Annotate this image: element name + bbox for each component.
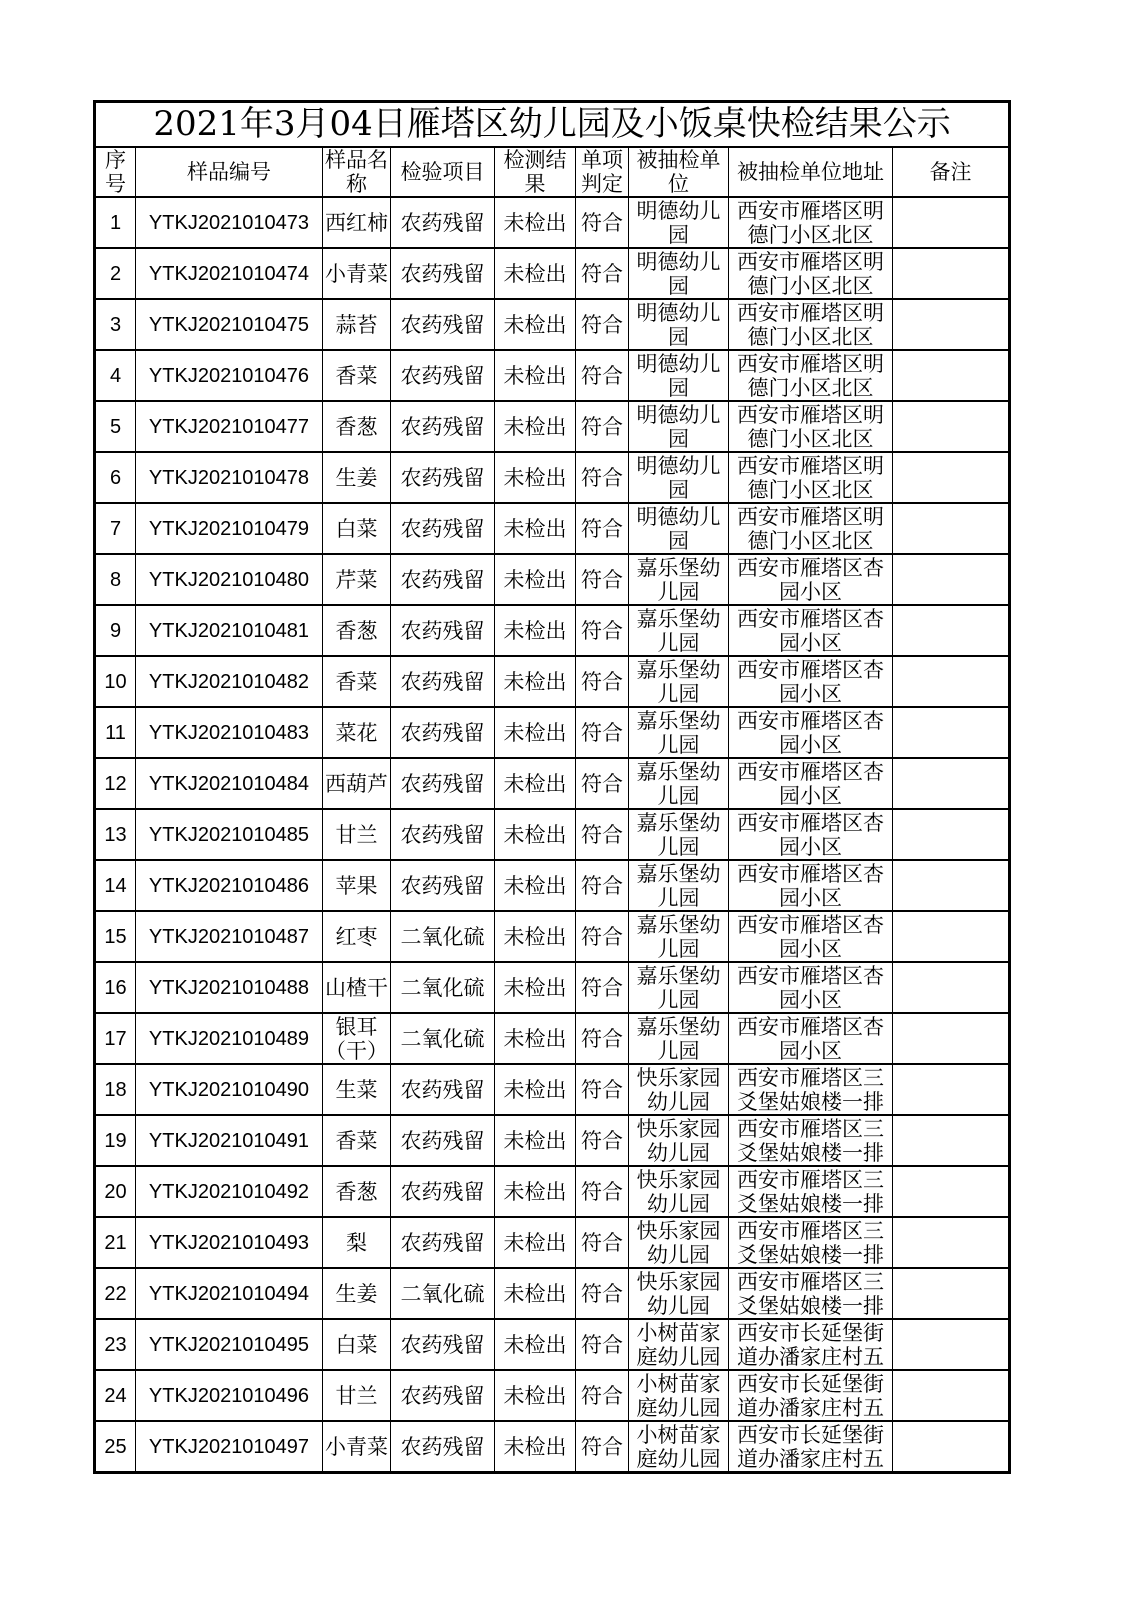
cell-inspected-unit-address: 西安市雁塔区杏园小区: [729, 554, 893, 605]
cell-test-item: 农药残留: [391, 1217, 495, 1268]
cell-sample-id: YTKJ2021010492: [136, 1166, 323, 1217]
cell-judgment: 符合: [576, 350, 629, 401]
table-row: [95, 197, 1010, 248]
table-row: [95, 911, 1010, 962]
cell-inspected-unit: 明德幼儿园: [629, 248, 729, 299]
cell-sample-id: YTKJ2021010475: [136, 299, 323, 350]
cell-judgment: 符合: [576, 503, 629, 554]
cell-inspected-unit: 明德幼儿园: [629, 452, 729, 503]
cell-sample-name: 香葱: [323, 1166, 391, 1217]
cell-no: 19: [95, 1115, 136, 1166]
column-header-remark: 备注: [893, 147, 1010, 197]
cell-no: 20: [95, 1166, 136, 1217]
cell-test-item: 农药残留: [391, 401, 495, 452]
cell-test-item: 农药残留: [391, 758, 495, 809]
cell-sample-name: 山楂干: [323, 962, 391, 1013]
cell-judgment: 符合: [576, 197, 629, 248]
cell-no: 4: [95, 350, 136, 401]
cell-remark: [893, 605, 1010, 656]
table-header-row: [95, 147, 1010, 197]
cell-remark: [893, 1268, 1010, 1319]
table-row: [95, 1064, 1010, 1115]
cell-remark: [893, 860, 1010, 911]
cell-inspected-unit-address: 西安市雁塔区明德门小区北区: [729, 503, 893, 554]
cell-judgment: 符合: [576, 1370, 629, 1421]
table-row: [95, 1421, 1010, 1473]
cell-inspected-unit-address: 西安市雁塔区杏园小区: [729, 605, 893, 656]
cell-inspected-unit-address: 西安市雁塔区明德门小区北区: [729, 350, 893, 401]
cell-test-item: 农药残留: [391, 1166, 495, 1217]
cell-test-item: 二氧化硫: [391, 1013, 495, 1064]
cell-inspected-unit-address: 西安市雁塔区三爻堡姑娘楼一排: [729, 1115, 893, 1166]
cell-inspected-unit-address: 西安市长延堡街道办潘家庄村五: [729, 1421, 893, 1473]
cell-inspected-unit-address: 西安市雁塔区明德门小区北区: [729, 299, 893, 350]
cell-no: 23: [95, 1319, 136, 1370]
cell-no: 10: [95, 656, 136, 707]
table-row: [95, 554, 1010, 605]
cell-remark: [893, 1319, 1010, 1370]
cell-sample-id: YTKJ2021010481: [136, 605, 323, 656]
cell-sample-id: YTKJ2021010486: [136, 860, 323, 911]
cell-inspected-unit: 快乐家园幼儿园: [629, 1064, 729, 1115]
column-header-test-item: 检验项目: [391, 147, 495, 197]
cell-sample-id: YTKJ2021010487: [136, 911, 323, 962]
cell-inspected-unit: 快乐家园幼儿园: [629, 1166, 729, 1217]
cell-sample-id: YTKJ2021010496: [136, 1370, 323, 1421]
cell-sample-name: 白菜: [323, 503, 391, 554]
cell-no: 7: [95, 503, 136, 554]
table-row: [95, 452, 1010, 503]
cell-sample-id: YTKJ2021010476: [136, 350, 323, 401]
cell-sample-id: YTKJ2021010477: [136, 401, 323, 452]
cell-inspected-unit: 明德幼儿园: [629, 503, 729, 554]
cell-sample-name: 甘兰: [323, 1370, 391, 1421]
cell-sample-name: 红枣: [323, 911, 391, 962]
table-row: [95, 1370, 1010, 1421]
cell-inspected-unit: 明德幼儿园: [629, 401, 729, 452]
cell-inspected-unit-address: 西安市雁塔区明德门小区北区: [729, 248, 893, 299]
cell-no: 17: [95, 1013, 136, 1064]
cell-inspected-unit-address: 西安市雁塔区明德门小区北区: [729, 401, 893, 452]
cell-judgment: 符合: [576, 1217, 629, 1268]
cell-inspected-unit-address: 西安市雁塔区杏园小区: [729, 707, 893, 758]
cell-inspected-unit-address: 西安市雁塔区杏园小区: [729, 809, 893, 860]
cell-judgment: 符合: [576, 656, 629, 707]
cell-judgment: 符合: [576, 554, 629, 605]
cell-no: 16: [95, 962, 136, 1013]
cell-inspected-unit: 嘉乐堡幼儿园: [629, 656, 729, 707]
table-row: [95, 1166, 1010, 1217]
cell-judgment: 符合: [576, 1319, 629, 1370]
cell-test-result: 未检出: [495, 1115, 576, 1166]
cell-sample-name: 香葱: [323, 605, 391, 656]
cell-remark: [893, 299, 1010, 350]
cell-remark: [893, 809, 1010, 860]
cell-inspected-unit-address: 西安市雁塔区三爻堡姑娘楼一排: [729, 1268, 893, 1319]
table-row: [95, 1115, 1010, 1166]
cell-test-result: 未检出: [495, 350, 576, 401]
cell-inspected-unit: 嘉乐堡幼儿园: [629, 554, 729, 605]
cell-sample-id: YTKJ2021010489: [136, 1013, 323, 1064]
table-row: [95, 1319, 1010, 1370]
cell-sample-id: YTKJ2021010482: [136, 656, 323, 707]
cell-inspected-unit-address: 西安市长延堡街道办潘家庄村五: [729, 1319, 893, 1370]
cell-test-item: 农药残留: [391, 350, 495, 401]
cell-judgment: 符合: [576, 605, 629, 656]
cell-inspected-unit: 嘉乐堡幼儿园: [629, 911, 729, 962]
cell-judgment: 符合: [576, 1115, 629, 1166]
cell-inspected-unit-address: 西安市雁塔区明德门小区北区: [729, 197, 893, 248]
cell-judgment: 符合: [576, 860, 629, 911]
cell-sample-name: 小青菜: [323, 248, 391, 299]
cell-inspected-unit-address: 西安市雁塔区三爻堡姑娘楼一排: [729, 1064, 893, 1115]
cell-test-result: 未检出: [495, 911, 576, 962]
cell-inspected-unit-address: 西安市雁塔区杏园小区: [729, 1013, 893, 1064]
table-row: [95, 1217, 1010, 1268]
cell-inspected-unit: 小树苗家庭幼儿园: [629, 1319, 729, 1370]
cell-inspected-unit-address: 西安市雁塔区三爻堡姑娘楼一排: [729, 1166, 893, 1217]
column-header-sample-name: 样品名称: [323, 147, 391, 197]
cell-remark: [893, 197, 1010, 248]
cell-sample-name: 甘兰: [323, 809, 391, 860]
cell-judgment: 符合: [576, 962, 629, 1013]
cell-judgment: 符合: [576, 401, 629, 452]
cell-test-result: 未检出: [495, 299, 576, 350]
cell-test-result: 未检出: [495, 197, 576, 248]
cell-test-result: 未检出: [495, 1064, 576, 1115]
cell-test-result: 未检出: [495, 707, 576, 758]
cell-test-result: 未检出: [495, 962, 576, 1013]
cell-test-result: 未检出: [495, 1166, 576, 1217]
cell-inspected-unit-address: 西安市雁塔区杏园小区: [729, 758, 893, 809]
cell-judgment: 符合: [576, 1268, 629, 1319]
cell-sample-name: 香菜: [323, 1115, 391, 1166]
cell-judgment: 符合: [576, 911, 629, 962]
cell-test-result: 未检出: [495, 554, 576, 605]
cell-test-item: 二氧化硫: [391, 1268, 495, 1319]
cell-test-item: 农药残留: [391, 554, 495, 605]
inspection-results-table: [93, 100, 1011, 1474]
cell-sample-name: 香菜: [323, 656, 391, 707]
column-header-sample-id: 样品编号: [136, 147, 323, 197]
column-header-inspected-unit: 被抽检单位: [629, 147, 729, 197]
cell-inspected-unit-address: 西安市长延堡街道办潘家庄村五: [729, 1370, 893, 1421]
cell-test-item: 农药残留: [391, 452, 495, 503]
cell-no: 22: [95, 1268, 136, 1319]
cell-inspected-unit: 快乐家园幼儿园: [629, 1115, 729, 1166]
cell-judgment: 符合: [576, 1064, 629, 1115]
cell-remark: [893, 1370, 1010, 1421]
cell-test-result: 未检出: [495, 401, 576, 452]
cell-test-result: 未检出: [495, 248, 576, 299]
cell-judgment: 符合: [576, 1013, 629, 1064]
cell-inspected-unit: 快乐家园幼儿园: [629, 1217, 729, 1268]
cell-sample-id: YTKJ2021010483: [136, 707, 323, 758]
cell-inspected-unit: 嘉乐堡幼儿园: [629, 707, 729, 758]
cell-test-item: 农药残留: [391, 605, 495, 656]
cell-test-item: 农药残留: [391, 1370, 495, 1421]
cell-remark: [893, 962, 1010, 1013]
cell-no: 1: [95, 197, 136, 248]
cell-inspected-unit: 嘉乐堡幼儿园: [629, 962, 729, 1013]
cell-sample-id: YTKJ2021010484: [136, 758, 323, 809]
column-header-no: 序号: [95, 147, 136, 197]
cell-test-result: 未检出: [495, 452, 576, 503]
cell-remark: [893, 1166, 1010, 1217]
cell-remark: [893, 1115, 1010, 1166]
table-row: [95, 350, 1010, 401]
cell-test-result: 未检出: [495, 1268, 576, 1319]
cell-judgment: 符合: [576, 707, 629, 758]
cell-test-item: 农药残留: [391, 248, 495, 299]
cell-test-item: 农药残留: [391, 197, 495, 248]
cell-test-item: 农药残留: [391, 503, 495, 554]
cell-remark: [893, 707, 1010, 758]
cell-test-item: 农药残留: [391, 809, 495, 860]
title-row: [95, 102, 1010, 148]
cell-no: 24: [95, 1370, 136, 1421]
cell-sample-id: YTKJ2021010491: [136, 1115, 323, 1166]
cell-inspected-unit: 嘉乐堡幼儿园: [629, 1013, 729, 1064]
table-row: [95, 860, 1010, 911]
cell-test-item: 农药残留: [391, 860, 495, 911]
cell-remark: [893, 1013, 1010, 1064]
table-row: [95, 656, 1010, 707]
cell-judgment: 符合: [576, 299, 629, 350]
cell-test-result: 未检出: [495, 1370, 576, 1421]
cell-sample-id: YTKJ2021010490: [136, 1064, 323, 1115]
cell-no: 6: [95, 452, 136, 503]
cell-sample-name: 白菜: [323, 1319, 391, 1370]
cell-test-item: 农药残留: [391, 1064, 495, 1115]
cell-sample-id: YTKJ2021010485: [136, 809, 323, 860]
cell-no: 18: [95, 1064, 136, 1115]
cell-remark: [893, 503, 1010, 554]
cell-no: 12: [95, 758, 136, 809]
table-row: [95, 248, 1010, 299]
cell-no: 5: [95, 401, 136, 452]
cell-remark: [893, 248, 1010, 299]
column-header-test-result: 检测结果: [495, 147, 576, 197]
cell-judgment: 符合: [576, 758, 629, 809]
column-header-inspected-unit-address: 被抽检单位地址: [729, 147, 893, 197]
table-row: [95, 1268, 1010, 1319]
table-row: [95, 962, 1010, 1013]
cell-inspected-unit-address: 西安市雁塔区杏园小区: [729, 911, 893, 962]
cell-no: 13: [95, 809, 136, 860]
cell-sample-id: YTKJ2021010493: [136, 1217, 323, 1268]
cell-sample-name: 香菜: [323, 350, 391, 401]
cell-inspected-unit: 快乐家园幼儿园: [629, 1268, 729, 1319]
cell-test-result: 未检出: [495, 1013, 576, 1064]
cell-sample-name: 蒜苔: [323, 299, 391, 350]
cell-sample-name: 西葫芦: [323, 758, 391, 809]
cell-sample-name: 香葱: [323, 401, 391, 452]
cell-judgment: 符合: [576, 248, 629, 299]
cell-no: 14: [95, 860, 136, 911]
cell-no: 8: [95, 554, 136, 605]
cell-judgment: 符合: [576, 1166, 629, 1217]
table-row: [95, 299, 1010, 350]
cell-test-result: 未检出: [495, 809, 576, 860]
cell-test-item: 农药残留: [391, 299, 495, 350]
cell-inspected-unit-address: 西安市雁塔区三爻堡姑娘楼一排: [729, 1217, 893, 1268]
column-header-judgment: 单项判定: [576, 147, 629, 197]
cell-test-result: 未检出: [495, 656, 576, 707]
cell-sample-id: YTKJ2021010495: [136, 1319, 323, 1370]
cell-test-item: 二氧化硫: [391, 911, 495, 962]
cell-inspected-unit: 明德幼儿园: [629, 197, 729, 248]
cell-sample-id: YTKJ2021010474: [136, 248, 323, 299]
cell-no: 25: [95, 1421, 136, 1473]
cell-test-item: 农药残留: [391, 1115, 495, 1166]
cell-inspected-unit: 明德幼儿园: [629, 350, 729, 401]
cell-remark: [893, 758, 1010, 809]
cell-inspected-unit: 小树苗家庭幼儿园: [629, 1370, 729, 1421]
cell-test-item: 农药残留: [391, 656, 495, 707]
cell-sample-name: 西红柿: [323, 197, 391, 248]
table-row: [95, 1013, 1010, 1064]
cell-inspected-unit: 嘉乐堡幼儿园: [629, 860, 729, 911]
cell-sample-name: 苹果: [323, 860, 391, 911]
table-body: [95, 197, 1010, 1473]
cell-test-item: 农药残留: [391, 1319, 495, 1370]
cell-sample-name: 芹菜: [323, 554, 391, 605]
cell-sample-name: 生菜: [323, 1064, 391, 1115]
cell-test-result: 未检出: [495, 1421, 576, 1473]
table-title: 2021年3月04日雁塔区幼儿园及小饭桌快检结果公示: [95, 102, 1010, 148]
cell-test-item: 农药残留: [391, 707, 495, 758]
cell-inspected-unit-address: 西安市雁塔区杏园小区: [729, 860, 893, 911]
table-row: [95, 809, 1010, 860]
cell-sample-name: 银耳（干）: [323, 1013, 391, 1064]
table-row: [95, 605, 1010, 656]
cell-no: 21: [95, 1217, 136, 1268]
cell-inspected-unit: 嘉乐堡幼儿园: [629, 605, 729, 656]
cell-test-result: 未检出: [495, 860, 576, 911]
cell-inspected-unit: 嘉乐堡幼儿园: [629, 758, 729, 809]
cell-sample-name: 生姜: [323, 1268, 391, 1319]
cell-judgment: 符合: [576, 809, 629, 860]
cell-no: 15: [95, 911, 136, 962]
cell-inspected-unit-address: 西安市雁塔区杏园小区: [729, 962, 893, 1013]
cell-test-result: 未检出: [495, 1319, 576, 1370]
cell-no: 2: [95, 248, 136, 299]
cell-judgment: 符合: [576, 1421, 629, 1473]
cell-test-result: 未检出: [495, 605, 576, 656]
cell-sample-id: YTKJ2021010497: [136, 1421, 323, 1473]
cell-sample-name: 菜花: [323, 707, 391, 758]
cell-remark: [893, 911, 1010, 962]
cell-remark: [893, 1064, 1010, 1115]
cell-judgment: 符合: [576, 452, 629, 503]
cell-sample-id: YTKJ2021010478: [136, 452, 323, 503]
cell-sample-id: YTKJ2021010473: [136, 197, 323, 248]
cell-sample-id: YTKJ2021010488: [136, 962, 323, 1013]
cell-remark: [893, 1421, 1010, 1473]
cell-sample-id: YTKJ2021010480: [136, 554, 323, 605]
table-row: [95, 707, 1010, 758]
cell-remark: [893, 452, 1010, 503]
table-row: [95, 401, 1010, 452]
cell-test-result: 未检出: [495, 1217, 576, 1268]
cell-no: 11: [95, 707, 136, 758]
cell-test-item: 二氧化硫: [391, 962, 495, 1013]
cell-inspected-unit-address: 西安市雁塔区杏园小区: [729, 656, 893, 707]
cell-inspected-unit: 嘉乐堡幼儿园: [629, 809, 729, 860]
cell-sample-name: 梨: [323, 1217, 391, 1268]
cell-test-result: 未检出: [495, 503, 576, 554]
table-row: [95, 758, 1010, 809]
cell-remark: [893, 554, 1010, 605]
cell-remark: [893, 401, 1010, 452]
cell-no: 9: [95, 605, 136, 656]
cell-inspected-unit: 明德幼儿园: [629, 299, 729, 350]
cell-sample-id: YTKJ2021010494: [136, 1268, 323, 1319]
cell-sample-id: YTKJ2021010479: [136, 503, 323, 554]
cell-remark: [893, 350, 1010, 401]
cell-remark: [893, 1217, 1010, 1268]
cell-inspected-unit-address: 西安市雁塔区明德门小区北区: [729, 452, 893, 503]
cell-remark: [893, 656, 1010, 707]
cell-no: 3: [95, 299, 136, 350]
table-row: [95, 503, 1010, 554]
cell-sample-name: 小青菜: [323, 1421, 391, 1473]
cell-test-item: 农药残留: [391, 1421, 495, 1473]
cell-sample-name: 生姜: [323, 452, 391, 503]
cell-test-result: 未检出: [495, 758, 576, 809]
cell-inspected-unit: 小树苗家庭幼儿园: [629, 1421, 729, 1473]
